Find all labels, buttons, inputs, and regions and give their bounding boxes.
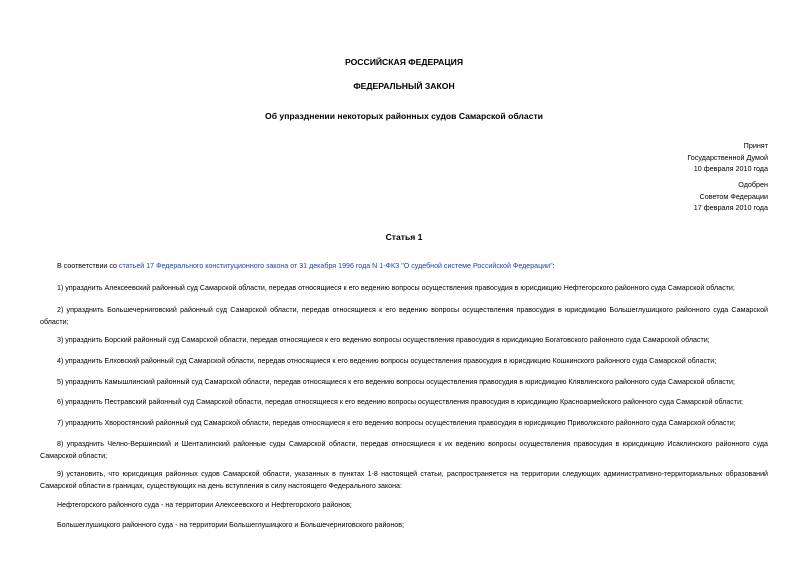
law-reference-link[interactable]: статьей 17 Федерального конституционного закона от 31 декабря 1996 года N 1-ФКЗ "О судебной системе Российской Федерации" <box>118 262 553 270</box>
approved-block <box>694 179 768 214</box>
article-item-4: 4) упразднить Елховский районный суд Самарской области, передав относящиеся к его ведению вопросы осуществления правосудия в юрисдикцию Кошкинского районного суда Самарской области; <box>57 357 717 365</box>
article-item-2: 2) упразднить Большечерниговский районный суд Самарской области, передав относящиеся к его ведению вопросы осуществления правосудия в юрисдикцию Большеглушицкого районного суда Самарской области; <box>40 306 768 326</box>
country-heading: РОССИЙСКАЯ ФЕДЕРАЦИЯ <box>344 57 464 67</box>
approved-line1: Одобрен <box>738 180 768 189</box>
adopted-line2: Государственной Думой <box>687 152 768 162</box>
adopted-date: 10 февраля 2010 года <box>693 164 768 173</box>
adopted-line1: Принят <box>743 141 768 150</box>
article-item-9: 9) установить, что юрисдикция районных судов Самарской области, указанных в пунктах 1-8 настоящей статьи, распространяется на территории следующих административно-территориальных образований Самарской области в границах, существующих на день вступления в силу настоящего Федерального закона: <box>40 470 768 490</box>
document-page <box>40 0 768 571</box>
article-item-6: 6) упразднить Пестравский районный суд Самарской области, передав относящиеся к его ведению вопросы осуществления правосудия в юрисдикцию Красноармейского районного суда Самарской области; <box>57 398 744 406</box>
article-item-7: 7) упразднить Хворостянский районный суд Самарской области, передав относящиеся к его ведению вопросы осуществления правосудия в юрисдикцию Приволжского районного суда Самарской области; <box>57 419 736 427</box>
adopted-block <box>687 140 768 175</box>
intro-prefix: В соответствии со <box>57 262 119 270</box>
approved-date: 17 февраля 2010 года <box>693 203 768 212</box>
article-item-5: 5) упразднить Камышлинский районный суд Самарской области, передав относящиеся к его ведению вопросы осуществления правосудия в юрисдикцию Клявлинского районного суда Самарской области; <box>57 378 735 386</box>
doc-type-heading: ФЕДЕРАЛЬНЫЙ ЗАКОН <box>353 81 455 91</box>
approved-line2: Советом Федерации <box>699 191 768 201</box>
jurisdiction-item-1: Нефтегорского районного суда - на территории Алексеевского и Нефтегорского районов; <box>57 501 352 509</box>
article-item-3: 3) упразднить Борский районный суд Самарской области, передав относящиеся к его ведению вопросы осуществления правосудия в юрисдикцию Богатовского районного суда Самарской области; <box>57 336 710 344</box>
article-item-1: 1) упразднить Алексеевский районный суд Самарской области, передав относящиеся к его ведению вопросы осуществления правосудия в юрисдикцию Нефтегорского районного суда Самарской области; <box>57 284 735 292</box>
intro-suffix: : <box>552 262 555 270</box>
law-title: Об упразднении некоторых районных судов Самарской области <box>265 111 543 121</box>
article-item-8: 8) упразднить Челно-Вершинский и Шенталинский районные суды Самарской области, передав относящиеся к их ведению вопросы осуществления правосудия в юрисдикцию Исаклинского районного суда Самарской области; <box>40 440 768 460</box>
jurisdiction-item-2: Большеглушицкого районного суда - на территории Большеглушицкого и Большечерниговского районов; <box>57 521 404 529</box>
article-intro <box>40 261 768 273</box>
article-heading: Статья 1 <box>385 232 423 242</box>
